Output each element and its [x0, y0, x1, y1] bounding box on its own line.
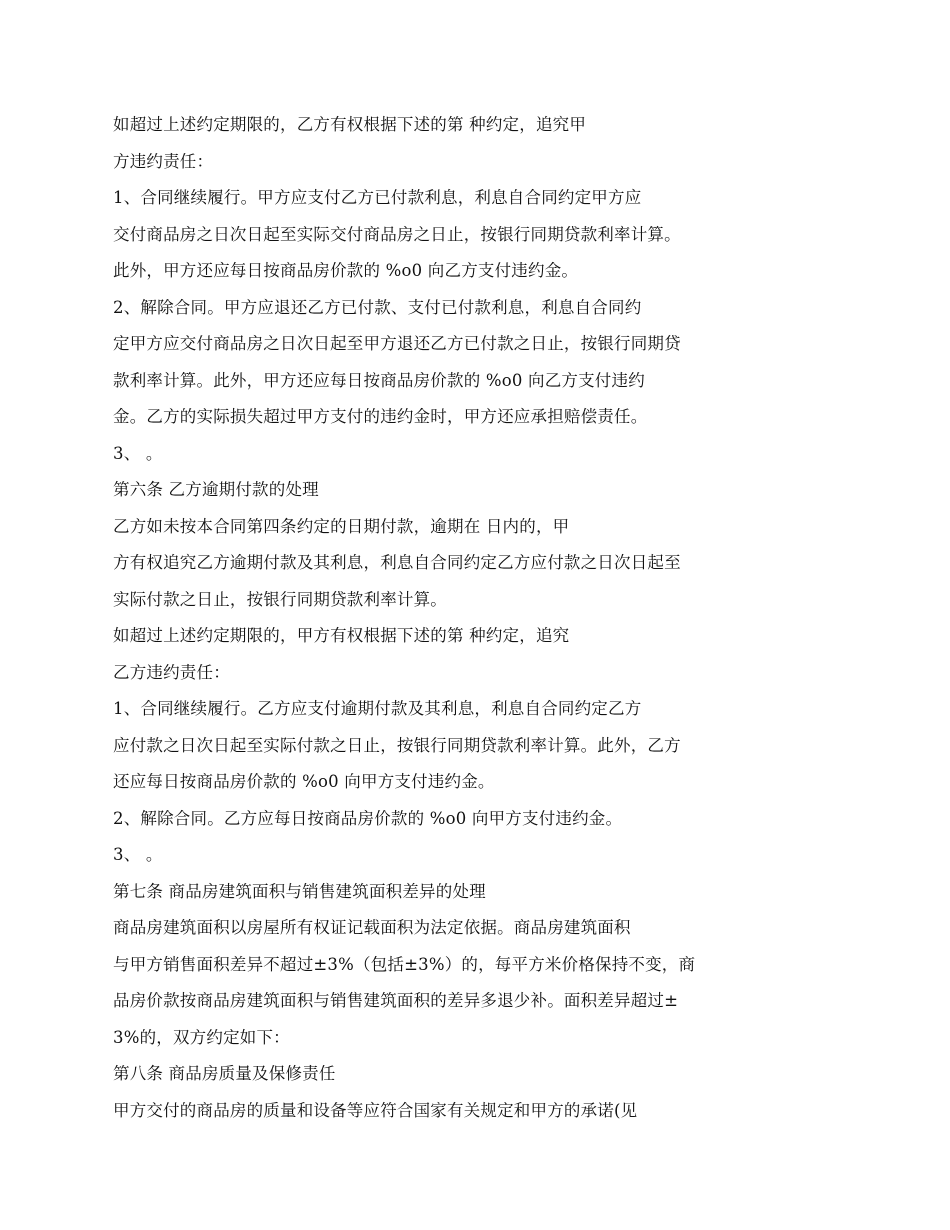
text-line: 实际付款之日止，按银行同期贷款利率计算。	[113, 589, 447, 609]
section-heading: 第六条 乙方逾期付款的处理	[113, 480, 319, 499]
text-line: 金。乙方的实际损失超过甲方支付的违约金时，甲方还应承担赔偿责任。	[113, 407, 648, 426]
text-line: 款利率计算。此外，甲方还应每日按商品房价款的 %o0 向乙方支付违约	[113, 370, 645, 390]
text-line: 如超过上述约定期限的，甲方有权根据下述的第 种约定，追究	[113, 626, 570, 645]
text-line: 乙方违约责任：	[113, 662, 230, 682]
text-line: 甲方交付的商品房的质量和设备等应符合国家有关规定和甲方的承诺(见	[113, 1100, 638, 1120]
text-line: 方有权追究乙方逾期付款及其利息，利息自合同约定乙方应付款之日次日起至	[113, 553, 681, 572]
text-line: 3、 。	[113, 443, 163, 463]
text-line: 还应每日按商品房价款的 %o0 向甲方支付违约金。	[113, 772, 495, 791]
text-line: 2、解除合同。甲方应退还乙方已付款、支付已付款利息，利息自合同约	[113, 297, 642, 317]
text-line: 品房价款按商品房建筑面积与销售建筑面积的差异多退少补。面积差异超过±	[113, 991, 679, 1010]
text-line: 乙方如未按本合同第四条约定的日期付款，逾期在 日内的，甲	[113, 516, 570, 536]
text-line: 1、合同继续履行。甲方应支付乙方已付款利息，利息自合同约定甲方应	[113, 188, 642, 207]
text-line: 3%的，双方约定如下：	[113, 1027, 290, 1047]
text-line: 交付商品房之日次日起至实际交付商品房之日止，按银行同期贷款利率计算。	[113, 224, 681, 244]
text-line: 应付款之日次日起至实际付款之日止，按银行同期贷款利率计算。此外，乙方	[113, 735, 681, 755]
text-line: 此外，甲方还应每日按商品房价款的 %o0 向乙方支付违约金。	[113, 261, 579, 280]
text-line: 如超过上述约定期限的，乙方有权根据下述的第 种约定，追究甲	[113, 115, 587, 134]
text-line: 3、 。	[113, 845, 163, 864]
text-line: 1、合同继续履行。乙方应支付逾期付款及其利息，利息自合同约定乙方	[113, 699, 642, 718]
document-body	[113, 107, 793, 1129]
text-line: 定甲方应交付商品房之日次日起至甲方退还乙方已付款之日止，按银行同期贷	[113, 334, 681, 353]
section-heading: 第七条 商品房建筑面积与销售建筑面积差异的处理	[113, 881, 486, 901]
text-line: 方违约责任：	[113, 151, 214, 171]
text-line: 商品房建筑面积以房屋所有权证记载面积为法定依据。商品房建筑面积	[113, 918, 631, 937]
section-heading: 第八条 商品房质量及保修责任	[113, 1064, 336, 1083]
text-line: 与甲方销售面积差异不超过±3%（包括±3%）的，每平方米价格保持不变，商	[113, 954, 696, 974]
text-line: 2、解除合同。乙方应每日按商品房价款的 %o0 向甲方支付违约金。	[113, 808, 623, 828]
